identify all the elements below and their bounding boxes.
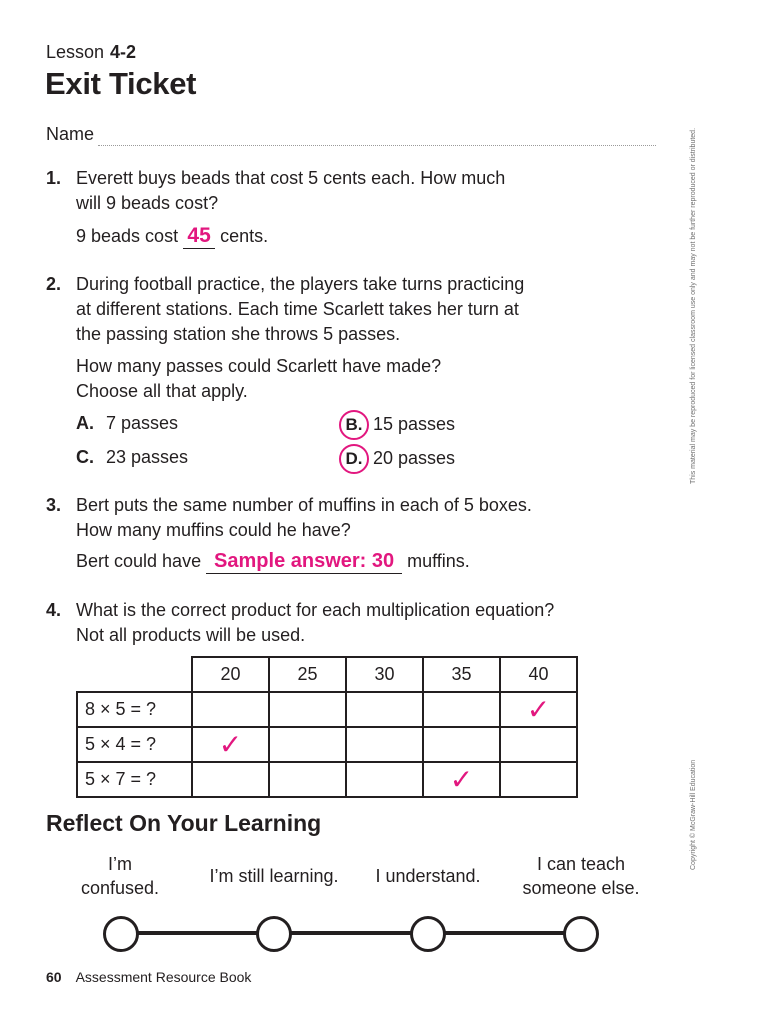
option-a[interactable] — [76, 413, 178, 434]
lesson-number: 4-2 — [110, 42, 137, 62]
grid-cell[interactable] — [346, 727, 423, 762]
question-1-suffix: cents. — [220, 226, 269, 246]
scale-label-confused: I’m confused. — [80, 854, 160, 898]
option-d-text: 20 passes — [373, 448, 456, 468]
grid-cell[interactable] — [500, 692, 577, 727]
page-title: Exit Ticket — [45, 66, 197, 101]
grid-column-header: 40 — [500, 657, 577, 692]
grid-cell[interactable] — [192, 692, 269, 727]
grid-cell[interactable] — [269, 727, 346, 762]
scale-circle-understand[interactable] — [410, 916, 446, 952]
grid-row — [77, 692, 577, 727]
option-c-letter: C. — [76, 447, 94, 467]
question-2-prompt-line-1: How many passes could Scarlett have made? — [76, 356, 442, 376]
question-3-answer: Sample answer: 30 — [214, 550, 395, 572]
question-4-number: 4. — [46, 600, 62, 620]
grid-row-equation: 5 × 4 = ? — [77, 727, 192, 762]
question-2-number: 2. — [46, 274, 62, 294]
page-number: 60 — [46, 969, 62, 985]
question-3-text — [76, 493, 532, 543]
question-1-line-2: will 9 beads cost? — [76, 193, 219, 213]
grid-cell[interactable] — [192, 762, 269, 797]
check-mark: ✓ — [526, 693, 551, 725]
copyright-note: Copyright © McGraw-Hill Education — [690, 759, 697, 870]
question-1-answer-line — [76, 224, 268, 249]
grid-header-row — [77, 657, 577, 692]
grid-cell[interactable] — [269, 762, 346, 797]
product-grid — [76, 656, 578, 798]
grid-column-header: 20 — [192, 657, 269, 692]
grid-cell[interactable] — [423, 762, 500, 797]
grid-cell[interactable] — [346, 692, 423, 727]
question-4-line-1: What is the correct product for each multiplication equation? — [76, 600, 555, 620]
question-2-line-2: at different stations. Each time Scarlett takes her turn at — [76, 299, 519, 319]
question-1-prefix: 9 beads cost — [76, 226, 179, 246]
scale-circle-confused[interactable] — [103, 916, 139, 952]
grid-cell[interactable] — [346, 762, 423, 797]
grid-row — [77, 762, 577, 797]
question-1-line-1: Everett buys beads that cost 5 cents each. How much — [76, 168, 506, 188]
question-1-text — [76, 166, 505, 216]
name-label: Name — [46, 124, 95, 144]
license-note: This material may be reproduced for licensed classroom use only and may not be further reproduced or distributed. — [690, 127, 697, 484]
reflection-scale-line — [120, 931, 582, 935]
question-2-line-1: During football practice, the players take turns practicing — [76, 274, 525, 294]
option-b-circled-letter: B. — [339, 410, 369, 440]
lesson-label — [46, 42, 136, 63]
question-2-text — [76, 272, 524, 347]
grid-row — [77, 727, 577, 762]
page-footer — [46, 969, 251, 985]
question-2-prompt — [76, 354, 441, 404]
grid-corner — [77, 657, 192, 692]
option-a-text: 7 passes — [106, 413, 179, 433]
book-title: Assessment Resource Book — [75, 969, 252, 985]
question-3-number: 3. — [46, 495, 62, 515]
grid-cell[interactable] — [423, 692, 500, 727]
option-a-letter: A. — [76, 413, 94, 433]
scale-circle-can-teach[interactable] — [563, 916, 599, 952]
grid-cell[interactable] — [500, 762, 577, 797]
question-2-line-3: the passing station she throws 5 passes. — [76, 324, 401, 344]
option-c[interactable] — [76, 447, 188, 468]
question-3-answer-line — [76, 550, 470, 574]
question-4-line-2: Not all products will be used. — [76, 625, 306, 645]
grid-row-equation: 5 × 7 = ? — [77, 762, 192, 797]
option-b-text: 15 passes — [373, 414, 456, 434]
grid-cell[interactable] — [192, 727, 269, 762]
question-1-answer-blank[interactable] — [183, 224, 215, 249]
question-3-answer-blank[interactable] — [206, 550, 402, 574]
grid-column-header: 30 — [346, 657, 423, 692]
scale-label-can-teach: I can teach someone else. — [522, 854, 640, 898]
grid-column-header: 35 — [423, 657, 500, 692]
grid-cell[interactable] — [500, 727, 577, 762]
option-b[interactable] — [347, 410, 455, 440]
grid-cell[interactable] — [269, 692, 346, 727]
grid-row-equation: 8 × 5 = ? — [77, 692, 192, 727]
reflect-heading: Reflect On Your Learning — [46, 810, 322, 836]
name-field-line[interactable] — [98, 145, 656, 146]
question-3-prefix: Bert could have — [76, 551, 202, 571]
check-mark: ✓ — [449, 763, 474, 795]
question-3-suffix: muffins. — [407, 551, 470, 571]
question-1-answer: 45 — [187, 224, 211, 247]
check-mark: ✓ — [218, 728, 243, 760]
question-3-line-2: How many muffins could he have? — [76, 520, 351, 540]
option-d[interactable] — [347, 444, 455, 474]
option-c-text: 23 passes — [106, 447, 189, 467]
scale-label-still-learning: I’m still learning. — [209, 866, 339, 886]
question-2-prompt-line-2: Choose all that apply. — [76, 381, 248, 401]
question-3-line-1: Bert puts the same number of muffins in each of 5 boxes. — [76, 495, 532, 515]
question-4-text — [76, 598, 554, 648]
question-1-number: 1. — [46, 168, 62, 188]
scale-label-understand: I understand. — [375, 866, 481, 886]
scale-circle-still-learning[interactable] — [256, 916, 292, 952]
grid-cell[interactable] — [423, 727, 500, 762]
lesson-word: Lesson — [46, 42, 105, 62]
grid-column-header: 25 — [269, 657, 346, 692]
option-d-circled-letter: D. — [339, 444, 369, 474]
